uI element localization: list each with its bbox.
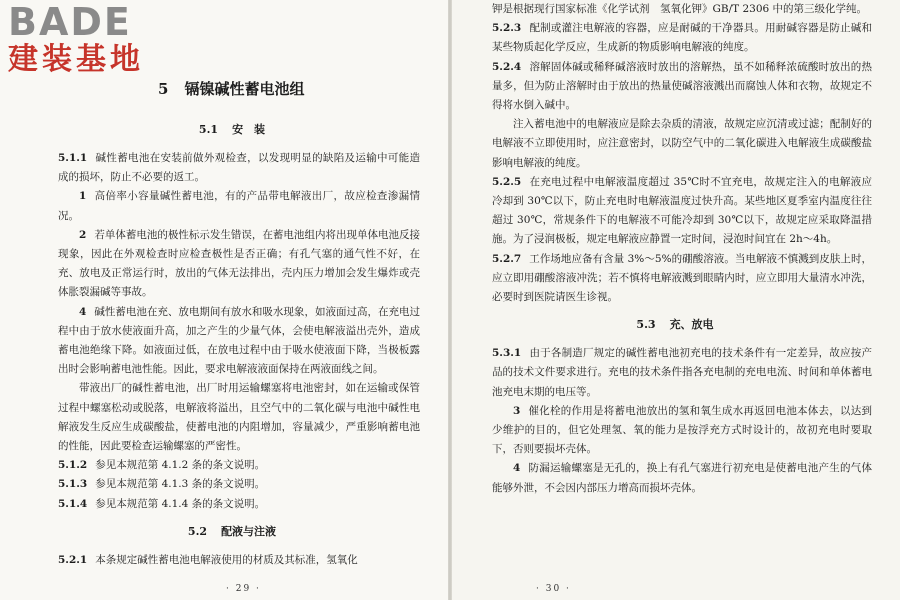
item-number: 4	[79, 305, 87, 318]
item-number: 2	[79, 228, 87, 241]
chapter-name: 镉镍碱性蓄电池组	[184, 80, 305, 98]
clause-number: 5.2.4	[492, 60, 522, 73]
item-text: 碱性蓄电池在充、放电期间有放水和吸水现象，如液面过高，在充电过程中由于放水使液面升高，加之产生的少量气体，会使电解液溢出壳外，造成蓄电池绝缘下降。如液面过低，在放电过程中由于吸水使液面下降，当极板露出时会影响蓄电池性能。因此，要求电解液液面保持在两液面线之间。	[58, 305, 420, 376]
section-name: 充、放电	[669, 318, 714, 332]
left-page-content	[58, 78, 420, 570]
right-page-content	[492, 0, 872, 498]
section-name: 配液与注液	[221, 524, 277, 538]
section-number: 5.2	[187, 524, 208, 538]
clause-text: 溶解固体碱或稀释碱溶液时放出的溶解热，虽不如稀释浓硫酸时放出的热量多，但为防止溶解时由于放出的热量使碱溶液溅出而腐蚀人体和衣物，故规定不得将水倒入碱中。	[492, 60, 872, 112]
paragraph-text: 带液出厂的碱性蓄电池，出厂时用运输螺塞将电池密封，如在运输或保管过程中螺塞松动或脱落，电解液将溢出，且空气中的二氧化碳与电池中碱性电解液发生反应生成碳酸盐，使蓄电池的内阻增加，容量减少，严重影响蓄电池的性能，因此要检查运输螺塞的严密性。	[58, 382, 420, 453]
clause-text: 参见本规范第 4.1.4 条的条文说明。	[95, 497, 266, 510]
clause-number: 5.2.7	[492, 252, 522, 265]
item-number: 1	[79, 190, 87, 203]
paragraph-text: 注入蓄电池中的电解液应是除去杂质的清液，故规定应沉清或过滤；配制好的电解液不立即使用时，应注意密封，以防空气中的二氧化碳进入电解液生成碳酸盐影响电解液的纯度。	[492, 118, 872, 169]
clause-5-1-3	[58, 475, 420, 494]
injection-paragraph	[492, 115, 872, 173]
clause-5-1-1	[58, 149, 420, 187]
section-heading-5-2	[58, 522, 420, 541]
bade-logo	[8, 2, 178, 84]
section-number: 5.1	[198, 123, 219, 136]
clause-5-2-7	[492, 250, 872, 308]
clause-5-2-1	[58, 551, 420, 570]
clause-5-2-3	[492, 19, 872, 57]
clause-text: 由于各制造厂规定的碱性蓄电池初充电的技术条件有一定差异，故应按产品的技术文件要求进行。充电的技术条件指各充电制的充电电流、时间和单体蓄电池充电末期的电压等。	[492, 347, 872, 398]
clause-text: 碱性蓄电池在安装前做外观检查，以发现明显的缺陷及运输中可能造成的损坏，防止不必要的返工。	[58, 152, 420, 184]
clause-item-3	[492, 402, 872, 460]
clause-text: 在充电过程中电解液温度超过 35℃时不宜充电，故规定注入的电解液应冷却到 30℃以下，防止充电时电解液温度过快升高。某些地区夏季室内温度往往超过 30℃，常规条件下的电解液不可能冷却到 30℃以下，故规定应采取降温措施。为了浸润极板，规定电解液应静置一定时间，浸泡时间宜在 2h～4h。	[492, 175, 872, 246]
logo-chinese-text: 建装基地	[8, 42, 144, 77]
left-page	[0, 0, 448, 600]
section-heading-5-3	[492, 315, 872, 334]
section-name: 安 装	[232, 123, 266, 136]
paragraph-text: 钾是根据现行国家标准《化学试剂 氢氧化钾》GB/T 2306 中的第三级化学纯。	[492, 3, 868, 15]
clause-item-1	[58, 187, 420, 225]
item-number: 4	[513, 462, 521, 475]
clause-number: 5.1.1	[58, 152, 88, 164]
item-number: 3	[513, 404, 521, 417]
clause-number: 5.2.1	[58, 553, 88, 566]
clause-number: 5.3.1	[492, 347, 522, 360]
chapter-title	[58, 78, 420, 100]
clause-number: 5.1.4	[58, 497, 88, 510]
clause-number: 5.1.3	[58, 478, 88, 491]
logo-latin-text: BADE	[8, 0, 132, 44]
section-number: 5.3	[636, 318, 656, 332]
item-text: 催化栓的作用是将蓄电池放出的氢和氧生成水再返回电池本体去，以达到少维护的目的，但它处理氢、氧的能力是按浮充方式时设计的，故初充电时要取下，否则要损坏壳体。	[492, 404, 872, 456]
page-number: · 29 ·	[226, 584, 261, 594]
page-number: · 30 ·	[536, 584, 571, 594]
right-page	[452, 0, 900, 600]
item-text: 防漏运输螺塞是无孔的，换上有孔气塞进行初充电是使蓄电池产生的气体能够外泄，不会因内部压力增高而损坏壳体。	[492, 462, 872, 494]
clause-5-3-1	[492, 344, 872, 402]
clause-number: 5.2.5	[492, 175, 522, 188]
section-heading-5-1	[58, 120, 420, 139]
clause-5-1-2	[58, 456, 420, 475]
continued-paragraph	[492, 0, 872, 19]
transport-plug-paragraph	[58, 379, 420, 456]
clause-5-2-5	[492, 173, 872, 250]
clause-text: 配制或灌注电解液的容器，应是耐碱的干净器具。用耐碱容器是防止碱和某些物质起化学反应，生成新的物质影响电解液的纯度。	[492, 22, 872, 54]
clause-number: 5.2.3	[492, 22, 522, 35]
item-text: 若单体蓄电池的极性标示发生错误，在蓄电池组内将出现单体电池反接现象，因此在外观检查时应检查极性是否正确；有孔气塞的通气性不好，在充、放电及正常运行时，放出的气体无法排出，壳内压力增加会发生爆炸或壳体胀裂漏碱等事故。	[58, 228, 420, 299]
clause-text: 工作场地应备有含量 3%～5%的硼酸溶液。当电解液不慎溅到皮肤上时，应立即用硼酸溶液冲洗；若不慎将电解液溅到眼睛内时，应立即用大量清水冲洗，必要时到医院请医生诊视。	[492, 252, 872, 304]
chapter-number: 5	[158, 80, 169, 98]
clause-5-1-4	[58, 495, 420, 514]
clause-item-2	[58, 226, 420, 303]
clause-number: 5.1.2	[58, 459, 88, 472]
clause-item-4b	[492, 459, 872, 497]
clause-5-2-4	[492, 58, 872, 116]
clause-item-4	[58, 303, 420, 380]
clause-text: 参见本规范第 4.1.3 条的条文说明。	[95, 478, 266, 491]
clause-text: 参见本规范第 4.1.2 条的条文说明。	[95, 459, 266, 472]
clause-text: 本条规定碱性蓄电池电解液使用的材质及其标准，氢氧化	[95, 553, 358, 566]
item-text: 高倍率小容量碱性蓄电池，有的产品带电解液出厂，故应检查渗漏情况。	[58, 190, 420, 222]
